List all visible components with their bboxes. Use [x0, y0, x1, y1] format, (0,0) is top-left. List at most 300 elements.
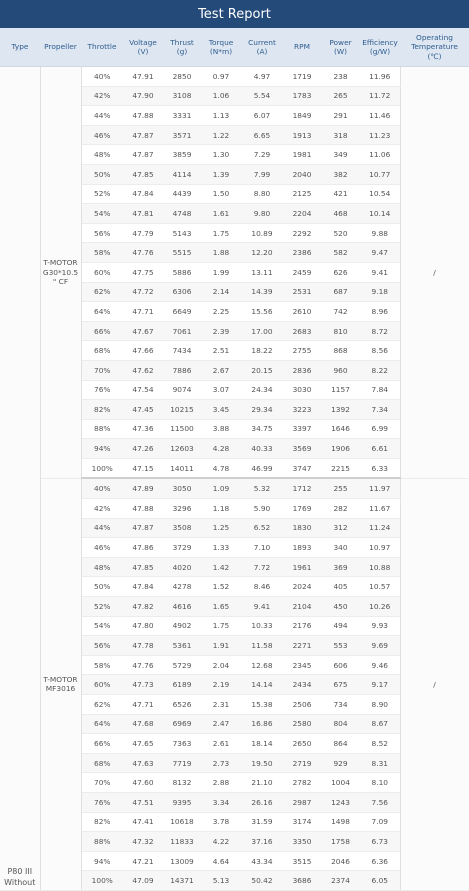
thrust-cell: 3859: [163, 145, 201, 165]
thrust-cell: 10215: [163, 400, 201, 420]
rpm-cell: 1913: [283, 125, 321, 145]
torque-cell: 1.61: [201, 204, 241, 224]
rpm-cell: 1769: [283, 499, 321, 519]
power-cell: 2215: [321, 458, 360, 478]
voltage-cell: 47.71: [123, 695, 163, 715]
throttle-cell: 42%: [81, 86, 123, 106]
header-power: Power (W): [321, 28, 360, 67]
voltage-cell: 47.63: [123, 753, 163, 773]
efficiency-cell: 10.88: [360, 557, 400, 577]
voltage-cell: 47.65: [123, 734, 163, 754]
torque-cell: 3.34: [201, 792, 241, 812]
rpm-cell: 2782: [283, 773, 321, 793]
throttle-cell: 50%: [81, 577, 123, 597]
current-cell: 18.14: [241, 734, 283, 754]
header-throttle: Throttle: [81, 28, 123, 67]
power-cell: 810: [321, 321, 360, 341]
power-cell: 582: [321, 243, 360, 263]
efficiency-cell: 6.99: [360, 419, 400, 439]
thrust-cell: 6969: [163, 714, 201, 734]
propeller-cell: T-MOTOR G30*10.5 " CF: [40, 67, 81, 479]
rpm-cell: 3223: [283, 400, 321, 420]
voltage-cell: 47.45: [123, 400, 163, 420]
efficiency-cell: 9.93: [360, 616, 400, 636]
efficiency-cell: 7.84: [360, 380, 400, 400]
power-cell: 1004: [321, 773, 360, 793]
current-cell: 14.14: [241, 675, 283, 695]
throttle-cell: 94%: [81, 851, 123, 871]
efficiency-cell: 10.14: [360, 204, 400, 224]
power-cell: 520: [321, 223, 360, 243]
power-cell: 1392: [321, 400, 360, 420]
power-cell: 1243: [321, 792, 360, 812]
thrust-cell: 9395: [163, 792, 201, 812]
voltage-cell: 47.89: [123, 478, 163, 498]
temperature-cell: /: [400, 67, 469, 479]
throttle-cell: 48%: [81, 145, 123, 165]
power-cell: 238: [321, 67, 360, 87]
header-rpm: RPM: [283, 28, 321, 67]
voltage-cell: 47.84: [123, 577, 163, 597]
throttle-cell: 76%: [81, 380, 123, 400]
rpm-cell: 1830: [283, 518, 321, 538]
thrust-cell: 3729: [163, 538, 201, 558]
rpm-cell: 2204: [283, 204, 321, 224]
torque-cell: 2.67: [201, 360, 241, 380]
voltage-cell: 47.80: [123, 616, 163, 636]
power-cell: 255: [321, 478, 360, 498]
header-temperature: Operating Temperature (℃): [400, 28, 469, 67]
voltage-cell: 47.15: [123, 458, 163, 478]
current-cell: 31.59: [241, 812, 283, 832]
voltage-cell: 47.41: [123, 812, 163, 832]
throttle-cell: 50%: [81, 164, 123, 184]
current-cell: 6.52: [241, 518, 283, 538]
power-cell: 291: [321, 106, 360, 126]
thrust-cell: 7363: [163, 734, 201, 754]
torque-cell: 2.51: [201, 341, 241, 361]
efficiency-cell: 8.31: [360, 753, 400, 773]
efficiency-cell: 11.06: [360, 145, 400, 165]
voltage-cell: 47.26: [123, 439, 163, 459]
throttle-cell: 54%: [81, 616, 123, 636]
efficiency-cell: 8.52: [360, 734, 400, 754]
torque-cell: 4.28: [201, 439, 241, 459]
throttle-cell: 64%: [81, 714, 123, 734]
rpm-cell: 2683: [283, 321, 321, 341]
rpm-cell: 3686: [283, 871, 321, 891]
voltage-cell: 47.60: [123, 773, 163, 793]
thrust-cell: 3296: [163, 499, 201, 519]
throttle-cell: 68%: [81, 341, 123, 361]
torque-cell: 2.25: [201, 302, 241, 322]
power-cell: 450: [321, 597, 360, 617]
voltage-cell: 47.84: [123, 184, 163, 204]
thrust-cell: 7886: [163, 360, 201, 380]
current-cell: 5.32: [241, 478, 283, 498]
rpm-cell: 3030: [283, 380, 321, 400]
thrust-cell: 4278: [163, 577, 201, 597]
throttle-cell: 54%: [81, 204, 123, 224]
type-cell: P80 III Without: [0, 67, 40, 891]
thrust-cell: 10618: [163, 812, 201, 832]
voltage-cell: 47.68: [123, 714, 163, 734]
rpm-cell: 1893: [283, 538, 321, 558]
rpm-cell: 2506: [283, 695, 321, 715]
thrust-cell: 11500: [163, 419, 201, 439]
voltage-cell: 47.86: [123, 538, 163, 558]
throttle-cell: 62%: [81, 695, 123, 715]
torque-cell: 1.65: [201, 597, 241, 617]
power-cell: 1157: [321, 380, 360, 400]
header-efficiency: Efficiency (g/W): [360, 28, 400, 67]
thrust-cell: 4439: [163, 184, 201, 204]
rpm-cell: 2580: [283, 714, 321, 734]
current-cell: 7.72: [241, 557, 283, 577]
efficiency-cell: 10.26: [360, 597, 400, 617]
torque-cell: 2.88: [201, 773, 241, 793]
voltage-cell: 47.75: [123, 262, 163, 282]
efficiency-cell: 11.67: [360, 499, 400, 519]
throttle-cell: 52%: [81, 184, 123, 204]
power-cell: 626: [321, 262, 360, 282]
throttle-cell: 66%: [81, 734, 123, 754]
power-cell: 369: [321, 557, 360, 577]
efficiency-cell: 9.41: [360, 262, 400, 282]
current-cell: 15.56: [241, 302, 283, 322]
thrust-cell: 7061: [163, 321, 201, 341]
efficiency-cell: 7.09: [360, 812, 400, 832]
rpm-cell: 1719: [283, 67, 321, 87]
current-cell: 9.41: [241, 597, 283, 617]
torque-cell: 3.07: [201, 380, 241, 400]
current-cell: 43.34: [241, 851, 283, 871]
thrust-cell: 5515: [163, 243, 201, 263]
rpm-cell: 2610: [283, 302, 321, 322]
throttle-cell: 100%: [81, 458, 123, 478]
rpm-cell: 3350: [283, 832, 321, 852]
power-cell: 1498: [321, 812, 360, 832]
header-voltage: Voltage (V): [123, 28, 163, 67]
current-cell: 46.99: [241, 458, 283, 478]
current-cell: 15.38: [241, 695, 283, 715]
power-cell: 265: [321, 86, 360, 106]
current-cell: 6.07: [241, 106, 283, 126]
throttle-cell: 60%: [81, 262, 123, 282]
efficiency-cell: 11.46: [360, 106, 400, 126]
power-cell: 2374: [321, 871, 360, 891]
throttle-cell: 66%: [81, 321, 123, 341]
throttle-cell: 40%: [81, 67, 123, 87]
power-cell: 312: [321, 518, 360, 538]
throttle-cell: 82%: [81, 812, 123, 832]
throttle-cell: 88%: [81, 419, 123, 439]
current-cell: 50.42: [241, 871, 283, 891]
torque-cell: 0.97: [201, 67, 241, 87]
thrust-cell: 14011: [163, 458, 201, 478]
efficiency-cell: 8.96: [360, 302, 400, 322]
table-row: [0, 67, 469, 87]
header-row: [0, 28, 469, 67]
rpm-cell: 2125: [283, 184, 321, 204]
table-header: [0, 28, 469, 67]
current-cell: 7.29: [241, 145, 283, 165]
current-cell: 12.20: [241, 243, 283, 263]
table-body: [0, 67, 469, 891]
efficiency-cell: 8.72: [360, 321, 400, 341]
rpm-cell: 2386: [283, 243, 321, 263]
throttle-cell: 42%: [81, 499, 123, 519]
torque-cell: 2.61: [201, 734, 241, 754]
voltage-cell: 47.85: [123, 164, 163, 184]
throttle-cell: 60%: [81, 675, 123, 695]
torque-cell: 1.75: [201, 616, 241, 636]
power-cell: 349: [321, 145, 360, 165]
voltage-cell: 47.73: [123, 675, 163, 695]
current-cell: 9.80: [241, 204, 283, 224]
efficiency-cell: 8.67: [360, 714, 400, 734]
rpm-cell: 2459: [283, 262, 321, 282]
voltage-cell: 47.91: [123, 67, 163, 87]
voltage-cell: 47.32: [123, 832, 163, 852]
voltage-cell: 47.88: [123, 106, 163, 126]
current-cell: 5.54: [241, 86, 283, 106]
current-cell: 24.34: [241, 380, 283, 400]
efficiency-cell: 8.10: [360, 773, 400, 793]
torque-cell: 1.30: [201, 145, 241, 165]
voltage-cell: 47.81: [123, 204, 163, 224]
voltage-cell: 47.87: [123, 125, 163, 145]
torque-cell: 1.25: [201, 518, 241, 538]
torque-cell: 2.31: [201, 695, 241, 715]
torque-cell: 1.52: [201, 577, 241, 597]
efficiency-cell: 11.24: [360, 518, 400, 538]
torque-cell: 1.06: [201, 86, 241, 106]
torque-cell: 1.18: [201, 499, 241, 519]
power-cell: 2046: [321, 851, 360, 871]
torque-cell: 1.13: [201, 106, 241, 126]
torque-cell: 2.73: [201, 753, 241, 773]
efficiency-cell: 9.47: [360, 243, 400, 263]
efficiency-cell: 10.77: [360, 164, 400, 184]
throttle-cell: 58%: [81, 243, 123, 263]
power-cell: 1906: [321, 439, 360, 459]
thrust-cell: 6306: [163, 282, 201, 302]
voltage-cell: 47.82: [123, 597, 163, 617]
power-cell: 960: [321, 360, 360, 380]
efficiency-cell: 9.46: [360, 655, 400, 675]
current-cell: 8.46: [241, 577, 283, 597]
header-propeller: Propeller: [40, 28, 81, 67]
power-cell: 804: [321, 714, 360, 734]
voltage-cell: 47.51: [123, 792, 163, 812]
rpm-cell: 2024: [283, 577, 321, 597]
thrust-cell: 3108: [163, 86, 201, 106]
rpm-cell: 1849: [283, 106, 321, 126]
voltage-cell: 47.87: [123, 518, 163, 538]
torque-cell: 1.09: [201, 478, 241, 498]
rpm-cell: 2040: [283, 164, 321, 184]
rpm-cell: 2345: [283, 655, 321, 675]
efficiency-cell: 9.18: [360, 282, 400, 302]
current-cell: 19.50: [241, 753, 283, 773]
efficiency-cell: 6.05: [360, 871, 400, 891]
thrust-cell: 4020: [163, 557, 201, 577]
voltage-cell: 47.76: [123, 655, 163, 675]
power-cell: 382: [321, 164, 360, 184]
thrust-cell: 5143: [163, 223, 201, 243]
rpm-cell: 2434: [283, 675, 321, 695]
current-cell: 29.34: [241, 400, 283, 420]
torque-cell: 2.39: [201, 321, 241, 341]
power-cell: 282: [321, 499, 360, 519]
rpm-cell: 2104: [283, 597, 321, 617]
torque-cell: 3.78: [201, 812, 241, 832]
throttle-cell: 94%: [81, 439, 123, 459]
torque-cell: 1.91: [201, 636, 241, 656]
thrust-cell: 4902: [163, 616, 201, 636]
current-cell: 26.16: [241, 792, 283, 812]
current-cell: 10.89: [241, 223, 283, 243]
throttle-cell: 64%: [81, 302, 123, 322]
power-cell: 1758: [321, 832, 360, 852]
throttle-cell: 70%: [81, 773, 123, 793]
efficiency-cell: 9.17: [360, 675, 400, 695]
rpm-cell: 3515: [283, 851, 321, 871]
current-cell: 37.16: [241, 832, 283, 852]
rpm-cell: 3747: [283, 458, 321, 478]
rpm-cell: 2755: [283, 341, 321, 361]
voltage-cell: 47.79: [123, 223, 163, 243]
voltage-cell: 47.90: [123, 86, 163, 106]
torque-cell: 1.42: [201, 557, 241, 577]
efficiency-cell: 6.36: [360, 851, 400, 871]
power-cell: 1646: [321, 419, 360, 439]
efficiency-cell: 8.56: [360, 341, 400, 361]
thrust-cell: 11833: [163, 832, 201, 852]
voltage-cell: 47.36: [123, 419, 163, 439]
throttle-cell: 52%: [81, 597, 123, 617]
power-cell: 421: [321, 184, 360, 204]
torque-cell: 4.64: [201, 851, 241, 871]
power-cell: 606: [321, 655, 360, 675]
power-cell: 734: [321, 695, 360, 715]
rpm-cell: 1783: [283, 86, 321, 106]
voltage-cell: 47.54: [123, 380, 163, 400]
throttle-cell: 100%: [81, 871, 123, 891]
voltage-cell: 47.88: [123, 499, 163, 519]
header-thrust: Thrust (g): [163, 28, 201, 67]
rpm-cell: 1981: [283, 145, 321, 165]
current-cell: 17.00: [241, 321, 283, 341]
rpm-cell: 2836: [283, 360, 321, 380]
efficiency-cell: 8.90: [360, 695, 400, 715]
thrust-cell: 6526: [163, 695, 201, 715]
torque-cell: 3.45: [201, 400, 241, 420]
thrust-cell: 7434: [163, 341, 201, 361]
header-type: Type: [0, 28, 40, 67]
torque-cell: 3.88: [201, 419, 241, 439]
thrust-cell: 3050: [163, 478, 201, 498]
torque-cell: 1.88: [201, 243, 241, 263]
power-cell: 929: [321, 753, 360, 773]
throttle-cell: 68%: [81, 753, 123, 773]
thrust-cell: 5361: [163, 636, 201, 656]
efficiency-cell: 7.56: [360, 792, 400, 812]
throttle-cell: 62%: [81, 282, 123, 302]
voltage-cell: 47.72: [123, 282, 163, 302]
throttle-cell: 56%: [81, 636, 123, 656]
voltage-cell: 47.67: [123, 321, 163, 341]
current-cell: 40.33: [241, 439, 283, 459]
efficiency-cell: 10.57: [360, 577, 400, 597]
power-cell: 553: [321, 636, 360, 656]
thrust-cell: 9074: [163, 380, 201, 400]
table-row: [0, 478, 469, 498]
rpm-cell: 2650: [283, 734, 321, 754]
current-cell: 21.10: [241, 773, 283, 793]
throttle-cell: 44%: [81, 518, 123, 538]
torque-cell: 1.22: [201, 125, 241, 145]
torque-cell: 5.13: [201, 871, 241, 891]
rpm-cell: 3174: [283, 812, 321, 832]
thrust-cell: 3331: [163, 106, 201, 126]
power-cell: 405: [321, 577, 360, 597]
thrust-cell: 4114: [163, 164, 201, 184]
efficiency-cell: 6.73: [360, 832, 400, 852]
efficiency-cell: 10.54: [360, 184, 400, 204]
throttle-cell: 44%: [81, 106, 123, 126]
rpm-cell: 2271: [283, 636, 321, 656]
voltage-cell: 47.87: [123, 145, 163, 165]
rpm-cell: 2719: [283, 753, 321, 773]
current-cell: 8.80: [241, 184, 283, 204]
power-cell: 494: [321, 616, 360, 636]
current-cell: 7.99: [241, 164, 283, 184]
torque-cell: 1.39: [201, 164, 241, 184]
throttle-cell: 48%: [81, 557, 123, 577]
power-cell: 318: [321, 125, 360, 145]
power-cell: 687: [321, 282, 360, 302]
thrust-cell: 7719: [163, 753, 201, 773]
current-cell: 5.90: [241, 499, 283, 519]
throttle-cell: 70%: [81, 360, 123, 380]
efficiency-cell: 11.23: [360, 125, 400, 145]
thrust-cell: 12603: [163, 439, 201, 459]
voltage-cell: 47.21: [123, 851, 163, 871]
efficiency-cell: 11.96: [360, 67, 400, 87]
torque-cell: 1.99: [201, 262, 241, 282]
torque-cell: 1.33: [201, 538, 241, 558]
throttle-cell: 82%: [81, 400, 123, 420]
efficiency-cell: 6.61: [360, 439, 400, 459]
propeller-cell: T-MOTOR MF3016: [40, 478, 81, 890]
report-title: Test Report: [0, 0, 469, 28]
thrust-cell: 8132: [163, 773, 201, 793]
thrust-cell: 5729: [163, 655, 201, 675]
thrust-cell: 3571: [163, 125, 201, 145]
thrust-cell: 2850: [163, 67, 201, 87]
throttle-cell: 58%: [81, 655, 123, 675]
rpm-cell: 3569: [283, 439, 321, 459]
thrust-cell: 4748: [163, 204, 201, 224]
power-cell: 468: [321, 204, 360, 224]
efficiency-cell: 7.34: [360, 400, 400, 420]
voltage-cell: 47.78: [123, 636, 163, 656]
test-report-table: [0, 28, 469, 891]
thrust-cell: 5886: [163, 262, 201, 282]
voltage-cell: 47.62: [123, 360, 163, 380]
